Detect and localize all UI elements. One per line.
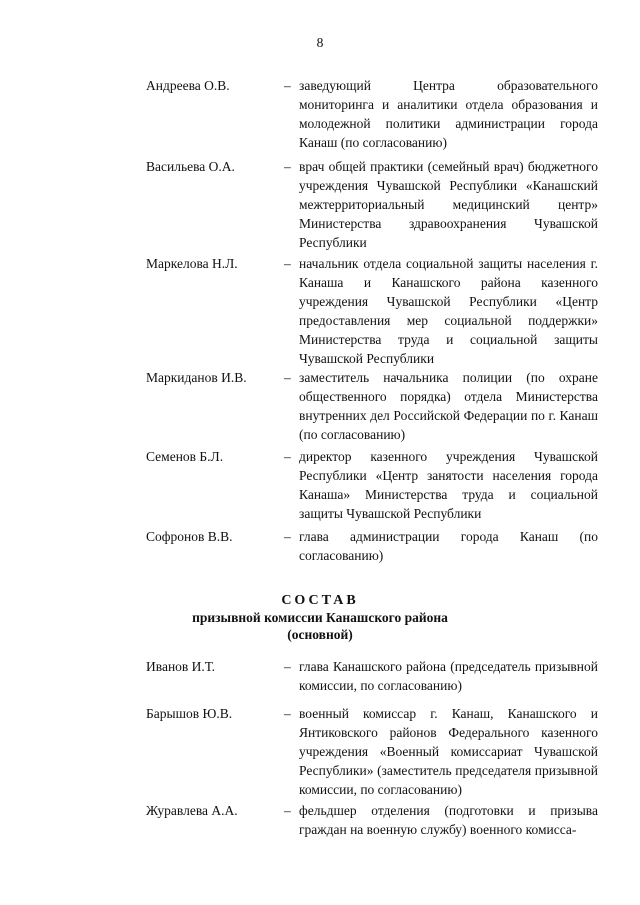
- member-position: фельдшер отделения (подготовки и призыва граждан на военную службу) военного комисса-: [299, 803, 598, 837]
- list-item: [146, 254, 598, 368]
- list-item: [146, 76, 598, 152]
- dash: –: [284, 159, 291, 174]
- dash: –: [284, 370, 291, 385]
- member-name: Журавлева А.А.: [146, 803, 238, 818]
- section-heading: [0, 592, 640, 643]
- dash: –: [284, 256, 291, 271]
- section-subtitle: призывной комиссии Канашского района: [192, 610, 448, 625]
- member-position: начальник отдела социальной защиты населения г. Канаша и Канашского района казенного учреждения Чувашской Республики «Центр предоставления мер социальной поддержки» Министерства труда и социальной защиты Чувашской Республики: [299, 256, 598, 366]
- section-note: (основной): [287, 627, 353, 642]
- page-number: 8: [316, 35, 324, 50]
- list-item: [146, 527, 598, 565]
- member-name: Барышов Ю.В.: [146, 706, 233, 721]
- member-name: Маркиданов И.В.: [146, 370, 247, 385]
- member-name: Семенов Б.Л.: [146, 449, 224, 464]
- member-name: Иванов И.Т.: [146, 659, 216, 674]
- member-position: директор казенного учреждения Чувашской Республики «Центр занятости населения города Канаша» Министерства труда и социальной защиты Чувашской Республики: [299, 449, 598, 521]
- list-item: [146, 368, 598, 444]
- list-item: [146, 157, 598, 252]
- list-item: [146, 704, 598, 799]
- member-position: глава администрации города Канаш (по согласованию): [299, 529, 598, 563]
- list-item: [146, 657, 598, 695]
- member-name: Софронов В.В.: [146, 529, 233, 544]
- member-position: заведующий Центра образовательного мониторинга и аналитики отдела образования и молодежной политики администрации города Канаш (по согласованию): [299, 78, 598, 150]
- member-position: глава Канашского района (председатель призывной комиссии, по согласованию): [299, 659, 598, 693]
- member-name: Андреева О.В.: [146, 78, 230, 93]
- member-position: заместитель начальника полиции (по охране общественного порядка) отдела Министерства внутренних дел Российской Федерации по г. Канаш (по согласованию): [299, 370, 598, 442]
- member-position: врач общей практики (семейный врач) бюджетного учреждения Чувашской Республики «Канашский межтерриториальный медицинский центр» Министерства здравоохранения Чувашской Республики: [299, 159, 598, 250]
- dash: –: [284, 529, 291, 544]
- section-title: СОСТАВ: [281, 593, 359, 608]
- list-item: [146, 447, 598, 523]
- member-position: военный комиссар г. Канаш, Канашского и Янтиковского районов Федерального казенного учреждения «Военный комиссариат Чувашской Республики» (заместитель председателя призывной комиссии, по согласованию): [299, 706, 598, 797]
- dash: –: [284, 659, 291, 674]
- dash: –: [284, 78, 291, 93]
- member-name: Васильева О.А.: [146, 159, 235, 174]
- member-name: Маркелова Н.Л.: [146, 256, 238, 271]
- dash: –: [284, 449, 291, 464]
- dash: –: [284, 803, 291, 818]
- dash: –: [284, 706, 291, 721]
- list-item: [146, 801, 598, 839]
